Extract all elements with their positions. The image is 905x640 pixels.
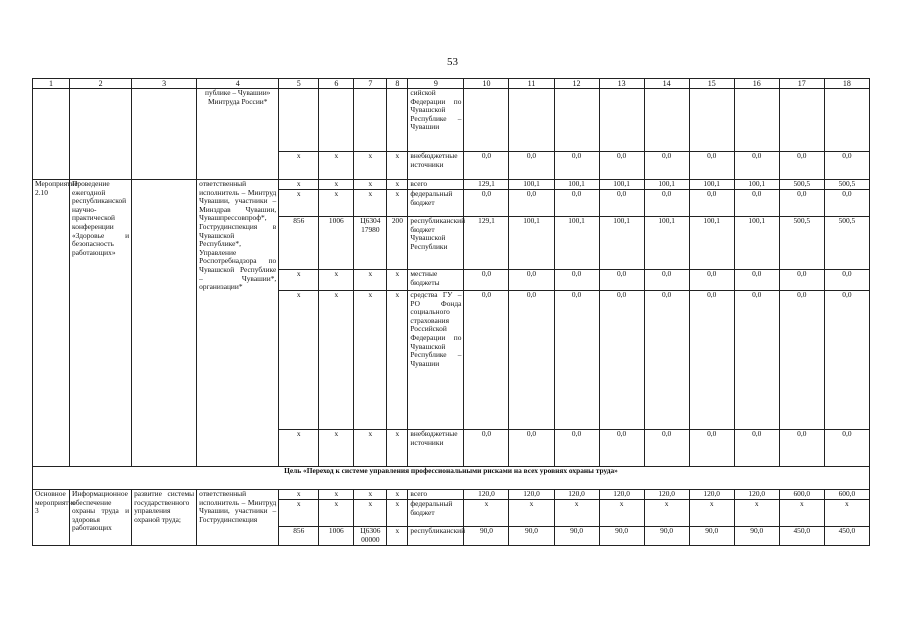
value-cell: 0,0 [599, 152, 644, 180]
value-cell [509, 89, 554, 152]
code-cell: x [319, 490, 354, 500]
source-cell: всего [408, 180, 464, 190]
column-header: 13 [599, 79, 644, 89]
value-cell: 100,1 [509, 217, 554, 270]
value-cell: 0,0 [509, 270, 554, 291]
value-cell: 120,0 [734, 490, 779, 500]
source-cell: внебюджетные источники [408, 430, 464, 467]
value-cell: 100,1 [689, 180, 734, 190]
code-cell: x [319, 291, 354, 430]
source-cell: внебюджетные источники [408, 152, 464, 180]
value-cell: 0,0 [644, 270, 689, 291]
value-cell: 100,1 [509, 180, 554, 190]
value-cell: 600,0 [779, 490, 824, 500]
value-cell [644, 89, 689, 152]
value-cell: 0,0 [554, 430, 599, 467]
column-header: 7 [354, 79, 387, 89]
column-header: 4 [197, 79, 279, 89]
value-cell: 450,0 [779, 527, 824, 546]
value-cell: 129,1 [464, 217, 509, 270]
value-cell: 100,1 [554, 180, 599, 190]
value-cell: x [689, 500, 734, 527]
code-cell: x [279, 430, 319, 467]
value-cell: 0,0 [464, 152, 509, 180]
column-header: 17 [779, 79, 824, 89]
code-cell: x [387, 180, 408, 190]
value-cell: 90,0 [509, 527, 554, 546]
value-cell: 90,0 [599, 527, 644, 546]
value-cell: x [509, 500, 554, 527]
value-cell: 100,1 [599, 180, 644, 190]
value-cell: x [644, 500, 689, 527]
value-cell: 450,0 [824, 527, 869, 546]
value-cell: 120,0 [554, 490, 599, 500]
value-cell: x [464, 500, 509, 527]
code-cell: x [354, 490, 387, 500]
column-header-row [33, 79, 870, 89]
code-cell: x [354, 270, 387, 291]
column-header: 2 [70, 79, 132, 89]
column-header: 1 [33, 79, 70, 89]
code-cell [319, 89, 354, 152]
code-cell: 856 [279, 217, 319, 270]
value-cell: 0,0 [644, 291, 689, 430]
column-header: 14 [644, 79, 689, 89]
code-cell: x [387, 500, 408, 527]
value-cell: 500,5 [824, 180, 869, 190]
executor-cell: публике – Чувашии» Минтруда России* [197, 89, 279, 180]
value-cell: 0,0 [689, 190, 734, 217]
code-cell: x [319, 270, 354, 291]
value-cell [824, 89, 869, 152]
value-cell: 120,0 [464, 490, 509, 500]
measure-number: Основное мероприятие 3 [33, 490, 70, 546]
value-cell: 0,0 [509, 190, 554, 217]
value-cell: 0,0 [644, 152, 689, 180]
value-cell: 0,0 [599, 270, 644, 291]
column-header: 9 [408, 79, 464, 89]
code-cell: x [354, 291, 387, 430]
value-cell: 100,1 [734, 180, 779, 190]
code-cell: x [387, 490, 408, 500]
value-cell: 90,0 [734, 527, 779, 546]
measure-number: Мероприятие 2.10 [33, 180, 70, 467]
value-cell: 0,0 [554, 190, 599, 217]
code-cell: x [319, 152, 354, 180]
budget-table [32, 78, 870, 546]
column-header: 6 [319, 79, 354, 89]
executor-cell: ответственный исполнитель – Минтруд Чувашии, участники – Гострудинспекция [197, 490, 279, 546]
column-header: 16 [734, 79, 779, 89]
value-cell [599, 89, 644, 152]
value-cell: 0,0 [464, 430, 509, 467]
code-cell: x [387, 291, 408, 430]
value-cell [464, 89, 509, 152]
code-cell: x [279, 291, 319, 430]
code-cell: 1006 [319, 527, 354, 546]
source-cell: федеральный бюджет [408, 500, 464, 527]
code-cell: x [354, 500, 387, 527]
value-cell: 0,0 [779, 152, 824, 180]
value-cell: 120,0 [509, 490, 554, 500]
column-header: 18 [824, 79, 869, 89]
value-cell: 0,0 [779, 430, 824, 467]
column-header: 11 [509, 79, 554, 89]
value-cell: 0,0 [824, 430, 869, 467]
value-cell: 0,0 [779, 291, 824, 430]
value-cell: 0,0 [509, 291, 554, 430]
goal-row [33, 467, 870, 490]
value-cell [689, 89, 734, 152]
value-cell: 0,0 [644, 430, 689, 467]
code-cell: x [279, 180, 319, 190]
source-cell: сийской Федерации по Чувашской Республике – Чувашии [408, 89, 464, 152]
source-cell: средства ГУ – РО Фонда социального страхования Российской Федерации по Чувашской Республике – Чувашии [408, 291, 464, 430]
value-cell: 0,0 [464, 190, 509, 217]
code-cell: x [387, 527, 408, 546]
col2-cell [70, 89, 132, 180]
code-cell: x [279, 500, 319, 527]
value-cell: 0,0 [734, 152, 779, 180]
code-cell: x [279, 152, 319, 180]
value-cell: 90,0 [689, 527, 734, 546]
value-cell: 0,0 [464, 291, 509, 430]
code-cell: x [387, 190, 408, 217]
code-cell: x [354, 430, 387, 467]
value-cell: 120,0 [644, 490, 689, 500]
value-cell: x [779, 500, 824, 527]
value-cell: 0,0 [734, 291, 779, 430]
measure-title: Информационное обеспечение охраны труда и здоровья работающих [70, 490, 132, 546]
value-cell: 0,0 [599, 190, 644, 217]
table-row [33, 180, 870, 190]
value-cell: 500,5 [779, 217, 824, 270]
value-cell: x [554, 500, 599, 527]
code-cell: x [387, 430, 408, 467]
value-cell: 600,0 [824, 490, 869, 500]
executor-cell: ответственный исполнитель – Минтруд Чувашии, участники – Минздрав Чувашии, Чувашпрессовпроф*, Гострудинспекция в Чувашской Республике*, Управление Роспотребнадзора по Чувашской Республике – Чувашии*, организации* [197, 180, 279, 467]
code-cell: 200 [387, 217, 408, 270]
value-cell: 0,0 [734, 190, 779, 217]
value-cell: 100,1 [554, 217, 599, 270]
source-cell: местные бюджеты [408, 270, 464, 291]
value-cell: 90,0 [554, 527, 599, 546]
value-cell [779, 89, 824, 152]
col3-cell [132, 180, 197, 467]
code-cell: Ц6306 00000 [354, 527, 387, 546]
column-header: 12 [554, 79, 599, 89]
value-cell: 0,0 [554, 152, 599, 180]
value-cell: 100,1 [599, 217, 644, 270]
value-cell: 0,0 [734, 430, 779, 467]
code-cell: x [319, 180, 354, 190]
code-cell: x [279, 270, 319, 291]
source-cell: республиканский бюджет Чувашской Республики [408, 217, 464, 270]
value-cell: 120,0 [689, 490, 734, 500]
code-cell: x [387, 152, 408, 180]
code-cell: x [319, 500, 354, 527]
col1-cell [33, 89, 70, 180]
value-cell: 500,5 [779, 180, 824, 190]
column-header: 15 [689, 79, 734, 89]
value-cell: 0,0 [689, 152, 734, 180]
value-cell: 90,0 [644, 527, 689, 546]
value-cell: 0,0 [689, 430, 734, 467]
value-cell: 0,0 [509, 152, 554, 180]
column-header: 3 [132, 79, 197, 89]
value-cell: 0,0 [464, 270, 509, 291]
value-cell: 0,0 [644, 190, 689, 217]
value-cell: 0,0 [779, 270, 824, 291]
goal-heading: Цель «Переход к системе управления профессиональными рисками на всех уровнях охраны труда» [33, 467, 870, 490]
code-cell: x [354, 180, 387, 190]
code-cell: x [279, 490, 319, 500]
value-cell: 90,0 [464, 527, 509, 546]
measure-goal: развитие системы государственного управления охраной труда; [132, 490, 197, 546]
value-cell: 0,0 [824, 291, 869, 430]
column-header: 5 [279, 79, 319, 89]
code-cell [354, 89, 387, 152]
code-cell: x [354, 190, 387, 217]
page-number: 53 [447, 56, 458, 68]
value-cell: 100,1 [644, 180, 689, 190]
value-cell: 0,0 [509, 430, 554, 467]
value-cell: 0,0 [824, 190, 869, 217]
code-cell: x [319, 190, 354, 217]
column-header: 10 [464, 79, 509, 89]
code-cell: Ц6304 17980 [354, 217, 387, 270]
code-cell [387, 89, 408, 152]
source-cell: всего [408, 490, 464, 500]
value-cell: 0,0 [554, 270, 599, 291]
value-cell [554, 89, 599, 152]
code-cell: x [354, 152, 387, 180]
code-cell: 856 [279, 527, 319, 546]
value-cell: 0,0 [824, 152, 869, 180]
value-cell: 0,0 [689, 270, 734, 291]
col3-cell [132, 89, 197, 180]
value-cell: 120,0 [599, 490, 644, 500]
table-row [33, 490, 870, 500]
code-cell [279, 89, 319, 152]
code-cell: 1006 [319, 217, 354, 270]
source-cell: федеральный бюджет [408, 190, 464, 217]
table-row [33, 89, 870, 152]
value-cell: x [599, 500, 644, 527]
value-cell: 0,0 [599, 291, 644, 430]
value-cell: 100,1 [644, 217, 689, 270]
value-cell: 0,0 [824, 270, 869, 291]
value-cell: x [824, 500, 869, 527]
code-cell: x [279, 190, 319, 217]
value-cell: 0,0 [599, 430, 644, 467]
code-cell: x [387, 270, 408, 291]
column-header: 8 [387, 79, 408, 89]
value-cell: 0,0 [554, 291, 599, 430]
value-cell: 129,1 [464, 180, 509, 190]
code-cell: x [319, 430, 354, 467]
value-cell: 0,0 [689, 291, 734, 430]
value-cell: 100,1 [689, 217, 734, 270]
value-cell: 0,0 [779, 190, 824, 217]
measure-title: Проведение ежегодной республиканской научно-практической конференции «Здоровье и безопасность работающих» [70, 180, 132, 467]
value-cell: 0,0 [734, 270, 779, 291]
value-cell [734, 89, 779, 152]
value-cell: x [734, 500, 779, 527]
value-cell: 100,1 [734, 217, 779, 270]
value-cell: 500,5 [824, 217, 869, 270]
source-cell: республиканский [408, 527, 464, 546]
